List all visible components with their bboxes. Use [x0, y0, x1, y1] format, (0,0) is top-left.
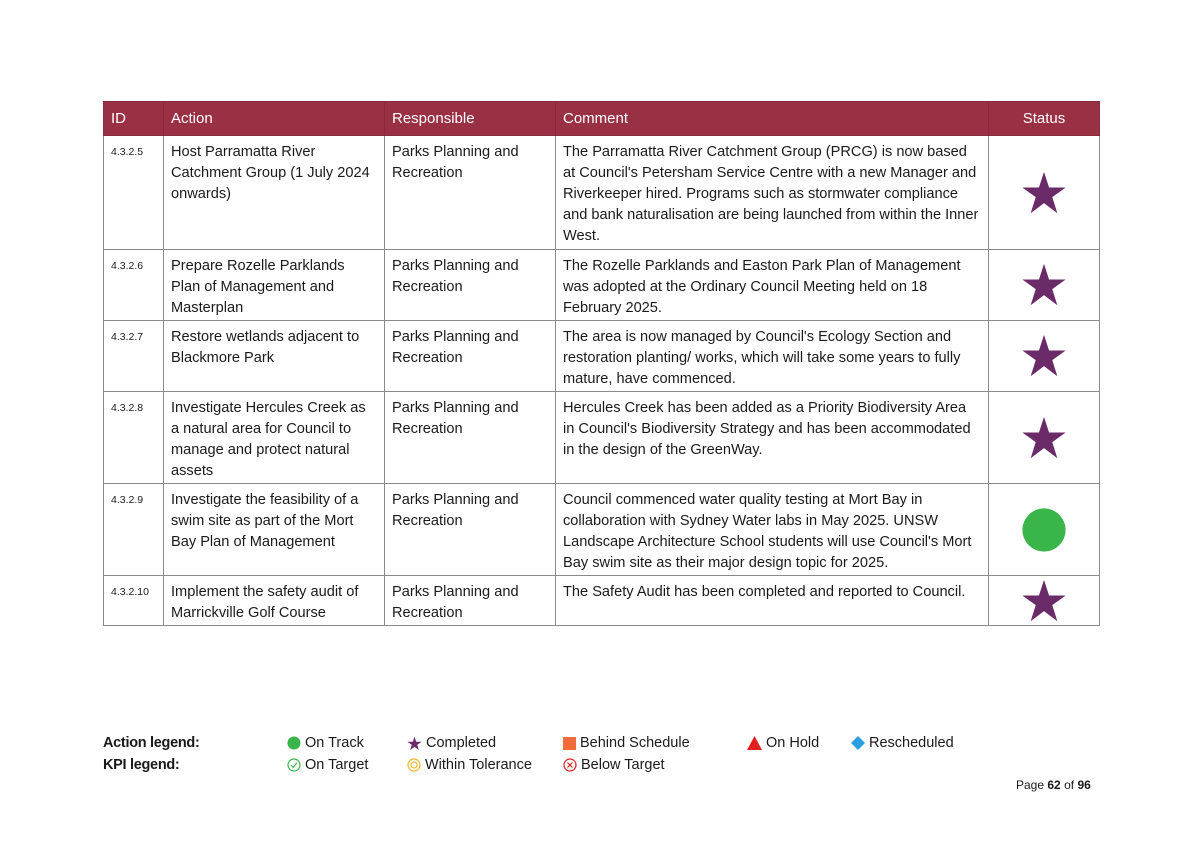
header-responsible: Responsible: [385, 102, 556, 136]
completed-star-icon: [407, 736, 422, 751]
row-status: [989, 321, 1100, 392]
kpi-legend-title: KPI legend:: [103, 757, 180, 773]
header-action: Action: [164, 102, 385, 136]
completed-star-icon: [1021, 262, 1067, 308]
row-responsible: Parks Planning and Recreation: [385, 392, 556, 484]
row-id: 4.3.2.6: [104, 250, 164, 321]
action-legend: [103, 735, 1003, 755]
row-responsible: Parks Planning and Recreation: [385, 484, 556, 576]
page-total: 96: [1077, 778, 1091, 792]
row-responsible: Parks Planning and Recreation: [385, 250, 556, 321]
page-number: [1016, 778, 1091, 792]
row-responsible: Parks Planning and Recreation: [385, 136, 556, 250]
row-status: [989, 250, 1100, 321]
row-status: [989, 576, 1100, 626]
kpi-legend: [103, 757, 1003, 777]
table-header-row: [104, 102, 1100, 136]
below-target-cross-icon: [563, 758, 577, 772]
legend-behind-schedule-label: Behind Schedule: [580, 735, 690, 751]
actions-table: [103, 101, 1100, 626]
table-row: [104, 321, 1100, 392]
action-legend-title: Action legend:: [103, 735, 200, 751]
legend-within-tolerance-label: Within Tolerance: [425, 757, 532, 773]
header-status: Status: [989, 102, 1100, 136]
row-id: 4.3.2.10: [104, 576, 164, 626]
on-target-check-icon: [287, 758, 301, 772]
row-comment: Hercules Creek has been added as a Priority Biodiversity Area in Council's Biodiversity Strategy and has been accommodated in the design of the GreenWay.: [556, 392, 989, 484]
row-action: Host Parramatta River Catchment Group (1 July 2024 onwards): [164, 136, 385, 250]
row-action: Implement the safety audit of Marrickville Golf Course: [164, 576, 385, 626]
page-current: 62: [1047, 778, 1061, 792]
behind-schedule-square-icon: [563, 737, 576, 750]
legend-on-track-label: On Track: [305, 735, 364, 751]
on-hold-triangle-icon: [747, 736, 762, 750]
rescheduled-diamond-icon: [851, 736, 865, 750]
legend-behind-schedule: [563, 735, 690, 751]
row-comment: The Parramatta River Catchment Group (PRCG) is now based at Council's Petersham Service Centre with a new Manager and Riverkeeper hired. Programs such as stormwater compliance and bank naturalisation are being launched from within the Inner West.: [556, 136, 989, 250]
row-action: Investigate Hercules Creek as a natural area for Council to manage and protect natural assets: [164, 392, 385, 484]
table-row: [104, 576, 1100, 626]
table-row: [104, 136, 1100, 250]
table-row: [104, 250, 1100, 321]
completed-star-icon: [1021, 415, 1067, 461]
page-label: Page: [1016, 778, 1045, 792]
completed-star-icon: [1021, 333, 1067, 379]
completed-star-icon: [1021, 170, 1067, 216]
legend-below-target: [563, 757, 665, 773]
table-row: [104, 484, 1100, 576]
row-id: 4.3.2.9: [104, 484, 164, 576]
table-row: [104, 392, 1100, 484]
on-track-circle-icon: [1021, 507, 1067, 553]
completed-star-icon: [1021, 578, 1067, 624]
legend-on-track: [287, 735, 364, 751]
legend-on-hold: [747, 735, 819, 751]
on-track-circle-icon: [287, 736, 301, 750]
row-status: [989, 484, 1100, 576]
header-id: ID: [104, 102, 164, 136]
row-status: [989, 392, 1100, 484]
legend-on-target-label: On Target: [305, 757, 369, 773]
row-responsible: Parks Planning and Recreation: [385, 321, 556, 392]
row-comment: The Safety Audit has been completed and reported to Council.: [556, 576, 989, 626]
legend-within-tolerance: [407, 757, 532, 773]
row-action: Investigate the feasibility of a swim site as part of the Mort Bay Plan of Management: [164, 484, 385, 576]
header-comment: Comment: [556, 102, 989, 136]
page-of: of: [1064, 778, 1075, 792]
legend-rescheduled: [851, 735, 954, 751]
row-status: [989, 136, 1100, 250]
legend-completed-label: Completed: [426, 735, 497, 751]
row-comment: The Rozelle Parklands and Easton Park Plan of Management was adopted at the Ordinary Council Meeting held on 18 February 2025.: [556, 250, 989, 321]
legend-on-target: [287, 757, 368, 773]
row-action: Prepare Rozelle Parklands Plan of Management and Masterplan: [164, 250, 385, 321]
row-comment: The area is now managed by Council's Ecology Section and restoration planting/ works, which will take some years to fully mature, have commenced.: [556, 321, 989, 392]
row-responsible: Parks Planning and Recreation: [385, 576, 556, 626]
row-action: Restore wetlands adjacent to Blackmore Park: [164, 321, 385, 392]
row-id: 4.3.2.5: [104, 136, 164, 250]
legend-on-hold-label: On Hold: [766, 735, 820, 751]
row-id: 4.3.2.8: [104, 392, 164, 484]
legend-completed: [407, 735, 496, 751]
row-id: 4.3.2.7: [104, 321, 164, 392]
row-comment: Council commenced water quality testing at Mort Bay in collaboration with Sydney Water labs in May 2025. UNSW Landscape Architecture School students will use Council's Mort Bay swim site as their major design topic for 2025.: [556, 484, 989, 576]
within-tolerance-circle-icon: [407, 758, 421, 772]
legend-below-target-label: Below Target: [581, 757, 665, 773]
legend-rescheduled-label: Rescheduled: [869, 735, 954, 751]
